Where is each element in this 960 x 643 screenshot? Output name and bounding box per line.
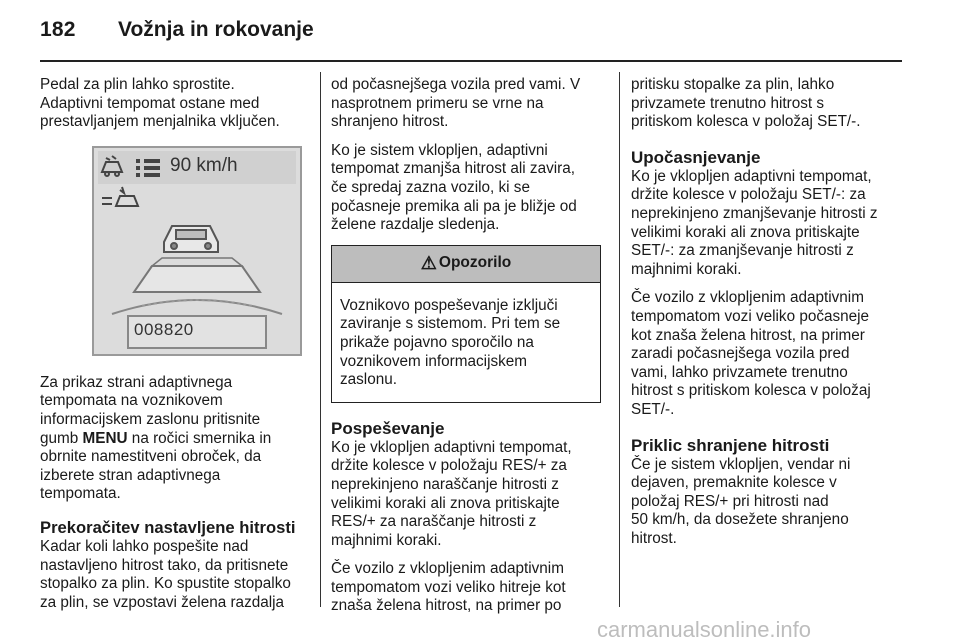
text-line: če spredaj zazna vozilo, ki se — [331, 178, 530, 196]
text-line: majhnimi koraki. — [331, 531, 442, 549]
text-line: držite kolesce v položaju SET/-: za — [631, 186, 866, 204]
text-line: tempomata. — [40, 485, 121, 503]
intro-paragraph — [40, 76, 308, 132]
section-heading: Upočasnjevanje — [631, 147, 761, 167]
column-divider — [320, 72, 321, 607]
column-1 — [40, 76, 308, 622]
text-line: Adaptivni tempomat ostane med — [40, 94, 260, 112]
text-line: nasprotnem primeru se vrne na — [331, 94, 544, 112]
text-line: SET/-: za zmanjševanje hitrosti z — [631, 242, 854, 260]
text-line: Če je sistem vklopljen, vendar ni — [631, 455, 851, 473]
text-line — [40, 430, 308, 449]
cruise-control-display-illustration — [92, 146, 302, 356]
following-distance-icon — [136, 159, 160, 177]
column-divider — [619, 72, 620, 607]
text-line: obrnite namestitveni obroček, da — [40, 448, 262, 466]
text-line: Voznikovo pospeševanje izključi — [340, 296, 558, 314]
text-line: tempomatom vozi veliko hitreje kot — [331, 578, 566, 596]
text-line: tempomatom vozi veliko počasneje — [631, 307, 870, 325]
text-line: RES/+ za naraščanje hitrosti z — [331, 513, 537, 531]
text-line: neprekinjeno naraščanje hitrosti z — [331, 475, 559, 493]
text-line: 50 km/h, da dosežete shranjeno — [631, 511, 849, 529]
text-line: tempomata na voznikovem — [40, 392, 223, 410]
odometer-readout: 008820 — [134, 319, 194, 339]
text-line: kot znaša želena hitrost, na primer — [631, 326, 865, 344]
text-line: Kadar koli lahko pospešite nad — [40, 537, 249, 555]
text-line: pritisku stopalke za plin, lahko — [631, 76, 835, 93]
text-line: nastavljeno hitrost tako, da pritisnete — [40, 556, 289, 574]
header-rule — [40, 60, 902, 62]
text-line: počasneje premika ali pa je bližje od — [331, 197, 577, 215]
text-line: od počasnejšega vozila pred vami. V — [331, 76, 581, 93]
column-2 — [331, 76, 605, 626]
section-paragraph — [631, 168, 903, 280]
section-heading: Pospeševanje — [331, 418, 445, 438]
text-line: pritiskom kolesca v položaj SET/-. — [631, 113, 861, 131]
text-line: za plin, se vzpostavi želena razdalja — [40, 593, 285, 611]
text-line: privzamete trenutno hitrost s — [631, 94, 824, 112]
text-line: zaradi počasnejšega vozila pred — [631, 345, 850, 363]
text-line: držite kolesce v položaju RES/+ za — [331, 457, 567, 475]
warning-box — [331, 245, 601, 403]
text-line: dejaven, premaknite kolesce v — [631, 474, 837, 492]
text-line: Za prikaz strani adaptivnega — [40, 373, 233, 391]
paragraph — [631, 289, 903, 419]
warning-title: Opozorilo — [438, 254, 512, 272]
display-graphic — [92, 146, 302, 356]
text-line: voznikovem informacijskem — [340, 352, 528, 370]
warning-triangle-icon: ⚠ — [420, 253, 437, 274]
text-line: shranjeno hitrost. — [331, 113, 449, 131]
text-line: hitrost. — [631, 529, 677, 547]
text-line: prestavljanjem menjalnika vključen. — [40, 113, 280, 131]
text-line: majhnimi koraki. — [631, 260, 742, 278]
text-line: velikimi koraki ali znova pritiskajte — [331, 494, 560, 512]
text-line: znaša želena hitrost, na primer po — [331, 597, 562, 615]
section-heading: Prekoračitev nastavljene hitrosti — [40, 517, 296, 537]
menu-paragraph — [40, 374, 308, 504]
text-line: Če vozilo z vklopljenim adaptivnim — [631, 289, 864, 307]
text-fragment: na ročici smernika in — [127, 429, 272, 447]
section-heading: Priklic shranjene hitrosti — [631, 435, 830, 455]
text-line: prikaže pojavno sporočilo na — [340, 333, 534, 351]
warning-body — [332, 283, 600, 402]
text-line: Pedal za plin lahko sprostite. — [40, 76, 235, 93]
paragraph — [631, 76, 903, 132]
page-title: Vožnja in rokovanje — [118, 18, 314, 41]
text-line: zaslonu. — [340, 371, 397, 389]
car-ahead-icon — [164, 226, 218, 252]
text-line: Ko je vklopljen adaptivni tempomat, — [331, 438, 572, 456]
text-line: želene razdalje sledenja. — [331, 216, 500, 234]
text-line: velikimi koraki ali znova pritiskajte — [631, 223, 860, 241]
page-header — [0, 0, 960, 62]
text-line: tempomat zmanjša hitrost ali zavira, — [331, 160, 575, 178]
text-line: stopalko za plin. Ko spustite stopalko — [40, 575, 291, 593]
text-fragment: gumb — [40, 429, 83, 447]
paragraph — [331, 76, 605, 132]
text-line: hitrost s pritiskom kolesca v položaj — [631, 382, 871, 400]
column-3 — [631, 76, 903, 558]
section-paragraph — [631, 456, 903, 549]
text-line: položaj RES/+ pri hitrosti nad — [631, 492, 829, 510]
menu-button-label: MENU — [82, 429, 128, 447]
text-line: neprekinjeno zmanjševanje hitrosti z — [631, 204, 878, 222]
paragraph — [331, 560, 605, 616]
set-speed-readout: 90 km/h — [170, 154, 238, 176]
paragraph — [331, 142, 605, 235]
text-line: Če vozilo z vklopljenim adaptivnim — [331, 560, 564, 578]
text-line: vami, lahko privzamete trenutno — [631, 363, 848, 381]
watermark: carmanualsonline.info — [597, 617, 812, 642]
text-line: informacijskem zaslonu pritisnite — [40, 410, 261, 428]
text-line: izberete stran adaptivnega — [40, 466, 221, 484]
text-line: Ko je sistem vklopljen, adaptivni — [331, 141, 548, 159]
text-line: SET/-. — [631, 400, 675, 418]
warning-header — [332, 246, 600, 283]
page-number: 182 — [40, 18, 76, 41]
text-line: Ko je vklopljen adaptivni tempomat, — [631, 167, 872, 185]
section-paragraph — [331, 439, 605, 551]
text-line: zaviranje s sistemom. Pri tem se — [340, 315, 561, 333]
section-paragraph — [40, 538, 308, 612]
